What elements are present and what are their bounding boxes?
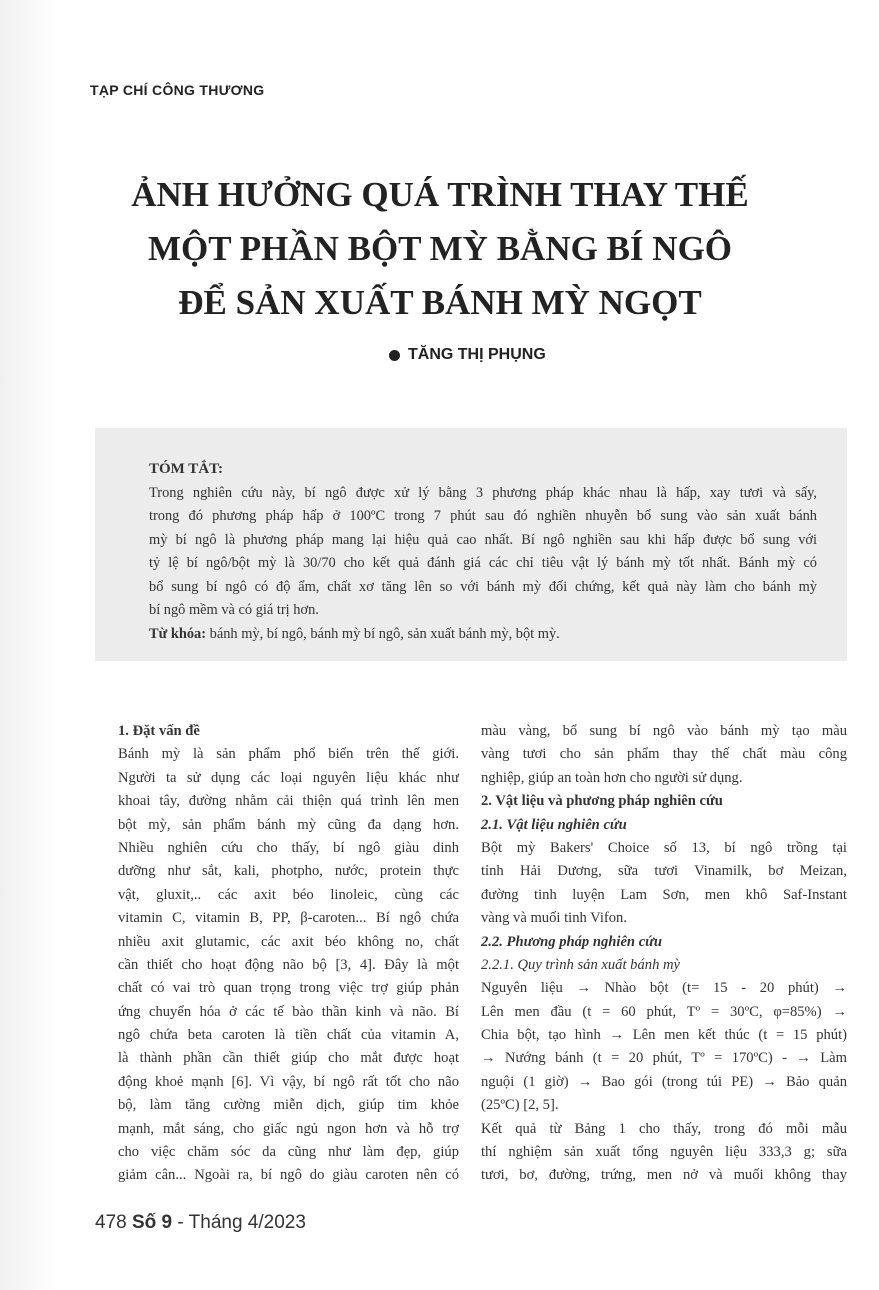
- subsection-2-1-heading: 2.1. Vật liệu nghiên cứu: [481, 816, 627, 833]
- paragraph-line: cần thiết cho hoạt động não bộ [3, 4]. Đây là một: [118, 956, 459, 973]
- keywords-text: bánh mỳ, bí ngô, bánh mỳ bí ngô, sản xuất bánh mỳ, bột mỳ.: [206, 625, 560, 642]
- abstract-line: bí ngô mềm và có giá trị hơn.: [149, 602, 319, 618]
- abstract-line: Trong nghiên cứu này, bí ngô được xử lý bằng 3 phương pháp khác nhau là hấp, xay tươi và sấy,: [149, 484, 817, 501]
- paragraph-line: vitamin C, vitamin B, PP, β-caroten... Bí ngô chứa: [118, 910, 459, 927]
- process-line: → Nướng bánh (t = 20 phút, Tº = 170ºC) - → Làm: [481, 1050, 847, 1067]
- abstract-line: bổ sung bí ngô có độ ẩm, chất xơ tăng lên so với bánh mỳ đối chứng, kết quả này làm cho bánh mỳ: [149, 578, 817, 595]
- paragraph-line: chất có vai trò quan trọng trong việc trợ giúp phản: [118, 980, 459, 997]
- paragraph-line: nghiệp, giúp an toàn hơn cho người sử dụng.: [481, 769, 743, 786]
- title-line-1: ẢNH HƯỞNG QUÁ TRÌNH THAY THẾ: [131, 175, 749, 214]
- paragraph-line: vàng và muối tinh Vifon.: [481, 910, 627, 927]
- paragraph-line: là thành phần cần thiết giúp cho mắt được hoạt: [118, 1050, 459, 1067]
- keywords-label: Từ khóa:: [149, 625, 207, 642]
- paragraph-line: cho việc chăm sóc da cũng như làm đẹp, giúp: [118, 1144, 459, 1161]
- title-line-3: ĐỂ SẢN XUẤT BÁNH MỲ NGỌT: [178, 283, 702, 322]
- paragraph-line: màu vàng, bổ sung bí ngô vào bánh mỳ tạo màu: [481, 723, 847, 739]
- paragraph-line: đường tinh luyện Lam Sơn, men khô Saf-Instant: [481, 886, 847, 903]
- paragraph-line: tươi, bơ, đường, trứng, men nở và muối không thay: [481, 1167, 847, 1184]
- abstract-line: tỷ lệ bí ngô/bột mỳ là 30/70 cho kết quả đánh giá các chỉ tiêu vật lý bánh mỳ tốt nhất. Bánh mỳ có: [149, 555, 817, 571]
- page-edge-shadow: [0, 0, 58, 1290]
- author-line: [389, 346, 546, 364]
- paragraph-line: nhiều axit glutamic, các axit béo không no, chất: [118, 933, 459, 950]
- abstract-content: [149, 458, 817, 646]
- process-line: (25ºC) [2, 5].: [481, 1097, 559, 1114]
- paragraph-line: mạnh, mắt sáng, cho giấc ngủ ngon hơn và hỗ trợ: [118, 1120, 459, 1137]
- paragraph-line: Người ta sử dụng các loại nguyên liệu khác như: [118, 769, 459, 786]
- paragraph-line: Bánh mỳ là sản phẩm phổ biến trên thế giới.: [118, 746, 459, 763]
- paragraph-line: vật, gluxit,.. các axit béo linoleic, cùng các: [118, 886, 459, 903]
- page-footer: [95, 1212, 306, 1234]
- page-number: 478: [95, 1212, 127, 1233]
- abstract-heading: TÓM TẮT:: [149, 461, 224, 477]
- paragraph-line: tỉnh Hải Dương, sữa tươi Vinamilk, bơ Meizan,: [481, 863, 847, 880]
- paragraph-line: giảm cân... Ngoài ra, bí ngô do giàu caroten nên có: [118, 1167, 459, 1184]
- issue-date: - Tháng 4/2023: [172, 1212, 306, 1233]
- keywords: [149, 623, 817, 647]
- paragraph-line: Bột mỳ Bakers' Choice số 13, bí ngô trồng tại: [481, 839, 847, 856]
- title-line-2: MỘT PHẦN BỘT MỲ BẰNG BÍ NGÔ: [147, 229, 733, 268]
- paragraph-line: dưỡng như sắt, kali, photpho, nước, protein thực: [118, 863, 459, 880]
- paragraph-line: ngô chứa beta caroten là tiền chất của vitamin A,: [118, 1027, 459, 1044]
- paragraph-line: bộ, làm tăng cường miễn dịch, giúp tim khỏe: [118, 1097, 459, 1114]
- process-line: Chia bột, tạo hình → Lên men kết thúc (t = 15 phút): [481, 1027, 847, 1044]
- process-line: Nguyên liệu → Nhào bột (t= 15 - 20 phút) →: [481, 980, 847, 997]
- paragraph-line: khoai tây, đường nhằm cải thiện quá trình lên men: [118, 793, 459, 810]
- abstract-text: [149, 482, 817, 623]
- article-title: [60, 168, 820, 330]
- left-column: [118, 720, 459, 1188]
- paragraph-line: động khoẻ mạnh [6]. Vì vậy, bí ngô rất tốt cho não: [118, 1073, 459, 1090]
- process-line: nguội (1 giờ) → Bao gói (trong túi PE) → Bảo quản: [481, 1073, 847, 1090]
- abstract-box: [95, 428, 847, 661]
- paragraph-line: thí nghiệm sản xuất tổng nguyên liệu 333,3 g; sữa: [481, 1144, 847, 1161]
- subsection-2-2-heading: 2.2. Phương pháp nghiên cứu: [481, 933, 663, 950]
- author-name: TĂNG THỊ PHỤNG: [408, 346, 546, 363]
- paragraph-line: ứng chuyển hóa ở các tế bào thần kinh và não. Bí: [118, 1003, 459, 1020]
- paragraph-line: vàng tươi cho sản phẩm thay thế chất màu công: [481, 746, 847, 763]
- paragraph-line: Nhiều nghiên cứu cho thấy, bí ngô giàu dinh: [118, 839, 459, 856]
- section-2-heading: 2. Vật liệu và phương pháp nghiên cứu: [481, 793, 723, 810]
- bullet-icon: [389, 350, 400, 361]
- process-line: Lên men đầu (t = 60 phút, Tº = 30ºC, φ=85%) →: [481, 1003, 847, 1020]
- paragraph-line: Kết quả từ Bảng 1 cho thấy, trong đó mỗi mẫu: [481, 1120, 847, 1137]
- abstract-line: mỳ bí ngô là phương pháp mang lại hiệu quả cao nhất. Bí ngô nghiền sau khi hấp được bổ sung với: [149, 531, 817, 548]
- section-1-heading: 1. Đặt vấn đề: [118, 723, 200, 739]
- paragraph-line: bột mỳ, sản phẩm bánh mỳ cũng đa dạng hơn.: [118, 816, 459, 833]
- subsection-2-2-1-heading: 2.2.1. Quy trình sản xuất bánh mỳ: [481, 956, 681, 973]
- issue-number: Số 9: [131, 1212, 173, 1233]
- abstract-line: trong đó phương pháp hấp ở 100ºC trong 7 phút sau đó nghiền nhuyễn bổ sung vào sản xuất bánh: [149, 508, 817, 524]
- right-column: [481, 720, 847, 1188]
- journal-name: TẠP CHÍ CÔNG THƯƠNG: [90, 82, 265, 98]
